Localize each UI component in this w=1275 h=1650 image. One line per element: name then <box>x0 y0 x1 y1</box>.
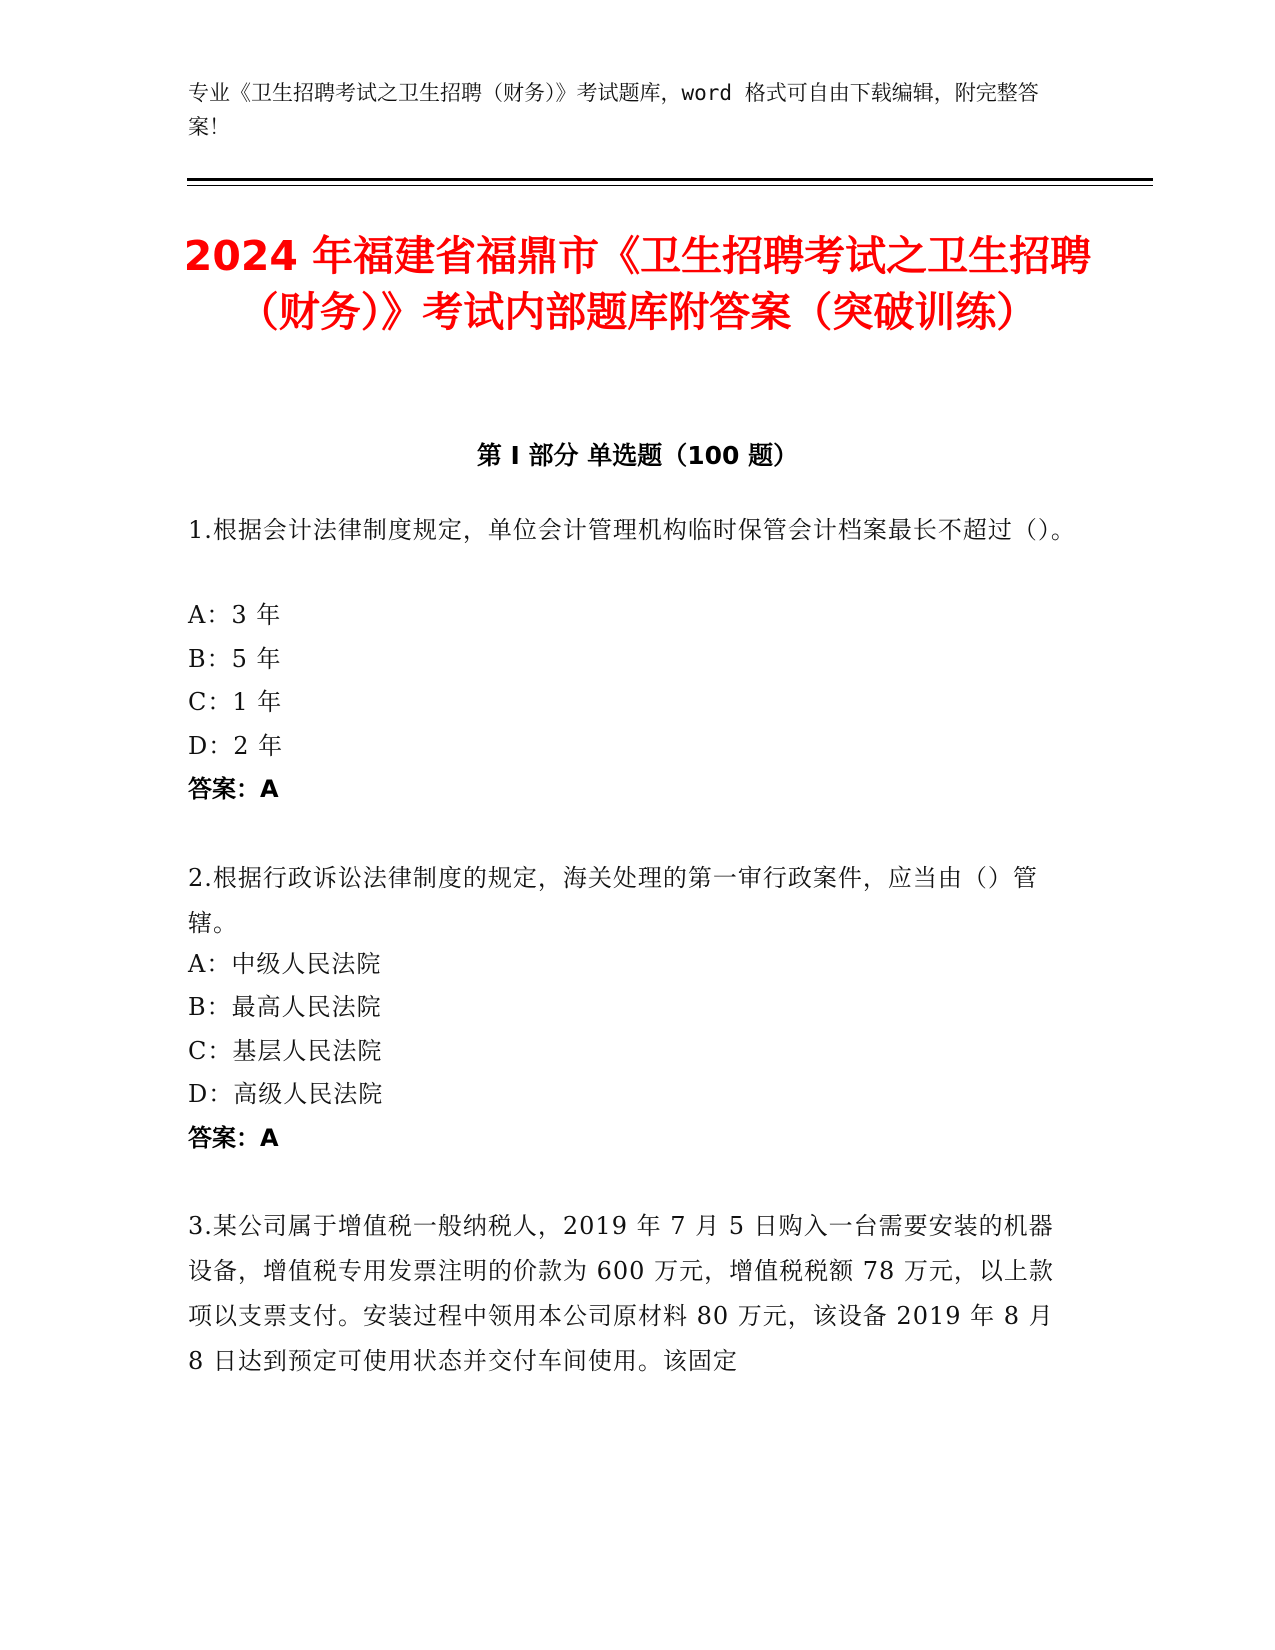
question-text: 2.根据行政诉讼法律制度的规定，海关处理的第一审行政案件，应当由（）管辖。 <box>188 864 1038 937</box>
option-a: A：3 年 <box>188 601 282 629</box>
header-divider-thin <box>187 185 1153 186</box>
option-d: D：高级人民法院 <box>188 1080 384 1108</box>
option-c: C：基层人民法院 <box>188 1037 383 1065</box>
option-b: B：5 年 <box>188 645 282 673</box>
answer-label: 答案：A <box>188 1124 279 1152</box>
section-title: 第 I 部分 单选题（100 题） <box>476 441 799 470</box>
document-title: 2024 年福建省福鼎市《卫生招聘考试之卫生招聘（财务）》考试内部题库附答案（突破训练） <box>183 232 1092 336</box>
option-b: B：最高人民法院 <box>188 993 382 1021</box>
header-divider-thick <box>187 178 1153 181</box>
answer-label: 答案：A <box>188 775 279 803</box>
question-text: 3.某公司属于增值税一般纳税人，2019 年 7 月 5 日购入一台需要安装的机器设备，增值税专用发票注明的价款为 600 万元，增值税税额 78 万元，以上款项以支票支付。安装过程中领用本公司原材料 80 万元，该设备 2019 年 8 月 8 日达到预定可使用状态并交付车间使用。该固定 <box>188 1212 1054 1375</box>
header-note: 专业《卫生招聘考试之卫生招聘（财务）》考试题库，word 格式可自由下载编辑，附完整答案！ <box>188 81 1039 139</box>
option-c: C：1 年 <box>188 688 283 716</box>
option-d: D：2 年 <box>188 732 284 760</box>
question-text: 1.根据会计法律制度规定，单位会计管理机构临时保管会计档案最长不超过（）。 <box>188 516 1076 544</box>
option-a: A：中级人民法院 <box>188 950 382 978</box>
